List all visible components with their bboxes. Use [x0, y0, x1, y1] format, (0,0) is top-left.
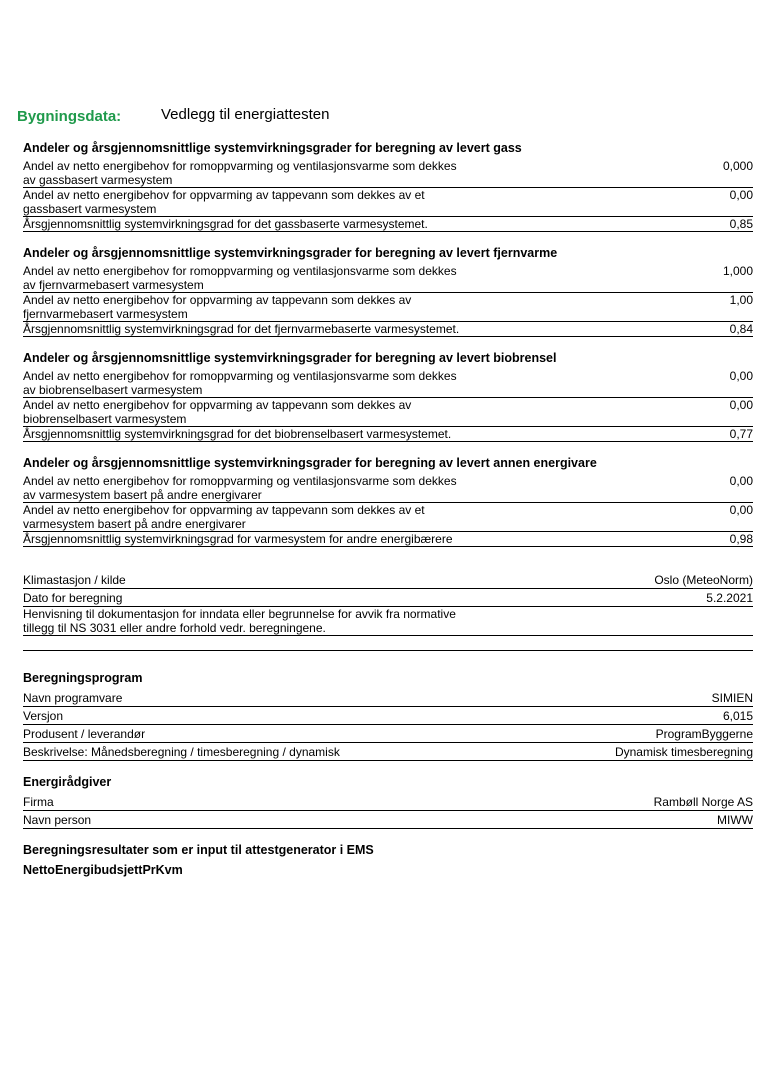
- table-row: [23, 159, 753, 188]
- section-klima: [23, 571, 753, 651]
- row-value: Oslo (MeteoNorm): [654, 573, 753, 587]
- row-label: Andel av netto energibehov for oppvarming av tappevann som dekkes av fjernvarmebasert varmesystem: [23, 293, 412, 321]
- section-beregningsprogram: [23, 671, 753, 761]
- table-row: [23, 725, 753, 743]
- row-value: 6,015: [722, 709, 753, 723]
- section-fjernvarme: [23, 246, 753, 337]
- row-label: Navn person: [23, 813, 92, 827]
- table-row: [23, 532, 753, 547]
- row-label: Andel av netto energibehov for romoppvarming og ventilasjonsvarme som dekkes av varmesystem basert på andre energivarer: [23, 474, 457, 502]
- row-label: Henvisning til dokumentasjon for inndata eller begrunnelse for avvik fra normative tillegg til NS 3031 eller andre forhold vedr. beregningene.: [23, 607, 456, 635]
- row-value: 0,77: [729, 427, 753, 441]
- row-label: Årsgjennomsnittlig systemvirkningsgrad for det gassbaserte varmesystemet.: [23, 217, 428, 231]
- table-row: [23, 293, 753, 322]
- row-value: 1,00: [729, 293, 753, 307]
- row-value: 1,000: [722, 264, 753, 278]
- page-header: [0, 0, 768, 130]
- row-value: 0,000: [722, 159, 753, 173]
- row-value: 0,00: [729, 474, 753, 488]
- row-value: Rambøll Norge AS: [653, 795, 753, 809]
- section-title: Beregningsprogram: [23, 671, 143, 685]
- table-row: [23, 474, 753, 503]
- row-label: Andel av netto energibehov for oppvarming av tappevann som dekkes av et gassbasert varmesystem: [23, 188, 425, 216]
- table-row: [23, 398, 753, 427]
- row-value: 5.2.2021: [706, 591, 753, 605]
- section-biobrensel: [23, 351, 753, 442]
- table-row: [23, 571, 753, 589]
- table-row: [23, 607, 753, 636]
- table-row: [23, 689, 753, 707]
- row-label: Produsent / leverandør: [23, 727, 146, 741]
- table-row: [23, 503, 753, 532]
- table-row: [23, 793, 753, 811]
- results-subtitle: NettoEnergibudsjettPrKvm: [23, 863, 183, 877]
- section-title: Andeler og årsgjennomsnittlige systemvirkningsgrader for beregning av levert biobrensel: [23, 351, 557, 365]
- table-row: [23, 369, 753, 398]
- row-value: 0,00: [729, 503, 753, 517]
- row-label: Årsgjennomsnittlig systemvirkningsgrad for det fjernvarmebaserte varmesystemet.: [23, 322, 460, 336]
- row-value: 0,00: [729, 398, 753, 412]
- row-label: Årsgjennomsnittlig systemvirkningsgrad for varmesystem for andre energibærere: [23, 532, 453, 546]
- divider: [23, 650, 753, 651]
- row-label: Versjon: [23, 709, 64, 723]
- row-label: Årsgjennomsnittlig systemvirkningsgrad for det biobrenselbasert varmesystemet.: [23, 427, 452, 441]
- section-title: Energirådgiver: [23, 775, 112, 789]
- row-label: Andel av netto energibehov for romoppvarming og ventilasjonsvarme som dekkes av biobrenselbasert varmesystem: [23, 369, 457, 397]
- section-title: Andeler og årsgjennomsnittlige systemvirkningsgrader for beregning av levert gass: [23, 141, 522, 155]
- section-gass: [23, 141, 753, 232]
- document-body: [23, 141, 753, 895]
- section-annen-energivare: [23, 456, 753, 547]
- table-row: [23, 264, 753, 293]
- section-energiraadgiver: [23, 775, 753, 829]
- table-row: [23, 427, 753, 442]
- row-value: MIWW: [717, 813, 753, 827]
- row-label: Andel av netto energibehov for oppvarming av tappevann som dekkes av biobrenselbasert varmesystem: [23, 398, 412, 426]
- table-row: [23, 188, 753, 217]
- row-label: Dato for beregning: [23, 591, 123, 605]
- results-title: Beregningsresultater som er input til attestgenerator i EMS: [23, 843, 374, 857]
- row-label: Beskrivelse: Månedsberegning / timesberegning / dynamisk: [23, 745, 340, 759]
- row-value: 0,00: [729, 369, 753, 383]
- row-label: Andel av netto energibehov for romoppvarming og ventilasjonsvarme som dekkes av gassbasert varmesystem: [23, 159, 457, 187]
- row-value: 0,85: [729, 217, 753, 231]
- row-value: 0,00: [729, 188, 753, 202]
- row-label: Klimastasjon / kilde: [23, 573, 126, 587]
- table-row: [23, 589, 753, 607]
- row-value: SIMIEN: [711, 691, 753, 705]
- building-data-label: Bygningsdata:: [17, 108, 122, 125]
- table-row: [23, 217, 753, 232]
- row-value: Dynamisk timesberegning: [614, 745, 753, 759]
- row-value: ProgramByggerne: [655, 727, 753, 741]
- row-label: Andel av netto energibehov for oppvarming av tappevann som dekkes av et varmesystem basert på andre energivarer: [23, 503, 425, 531]
- row-value: 0,98: [729, 532, 753, 546]
- section-results: [23, 843, 753, 881]
- page-title: Vedlegg til energiattesten: [161, 106, 330, 123]
- row-label: Navn programvare: [23, 691, 123, 705]
- section-title: Andeler og årsgjennomsnittlige systemvirkningsgrader for beregning av levert fjernvarme: [23, 246, 558, 260]
- table-row: [23, 811, 753, 829]
- row-value: 0,84: [729, 322, 753, 336]
- section-title: Andeler og årsgjennomsnittlige systemvirkningsgrader for beregning av levert annen energivare: [23, 456, 597, 470]
- table-row: [23, 707, 753, 725]
- table-row: [23, 322, 753, 337]
- row-label: Firma: [23, 795, 54, 809]
- table-row: [23, 743, 753, 761]
- row-label: Andel av netto energibehov for romoppvarming og ventilasjonsvarme som dekkes av fjernvarmebasert varmesystem: [23, 264, 457, 292]
